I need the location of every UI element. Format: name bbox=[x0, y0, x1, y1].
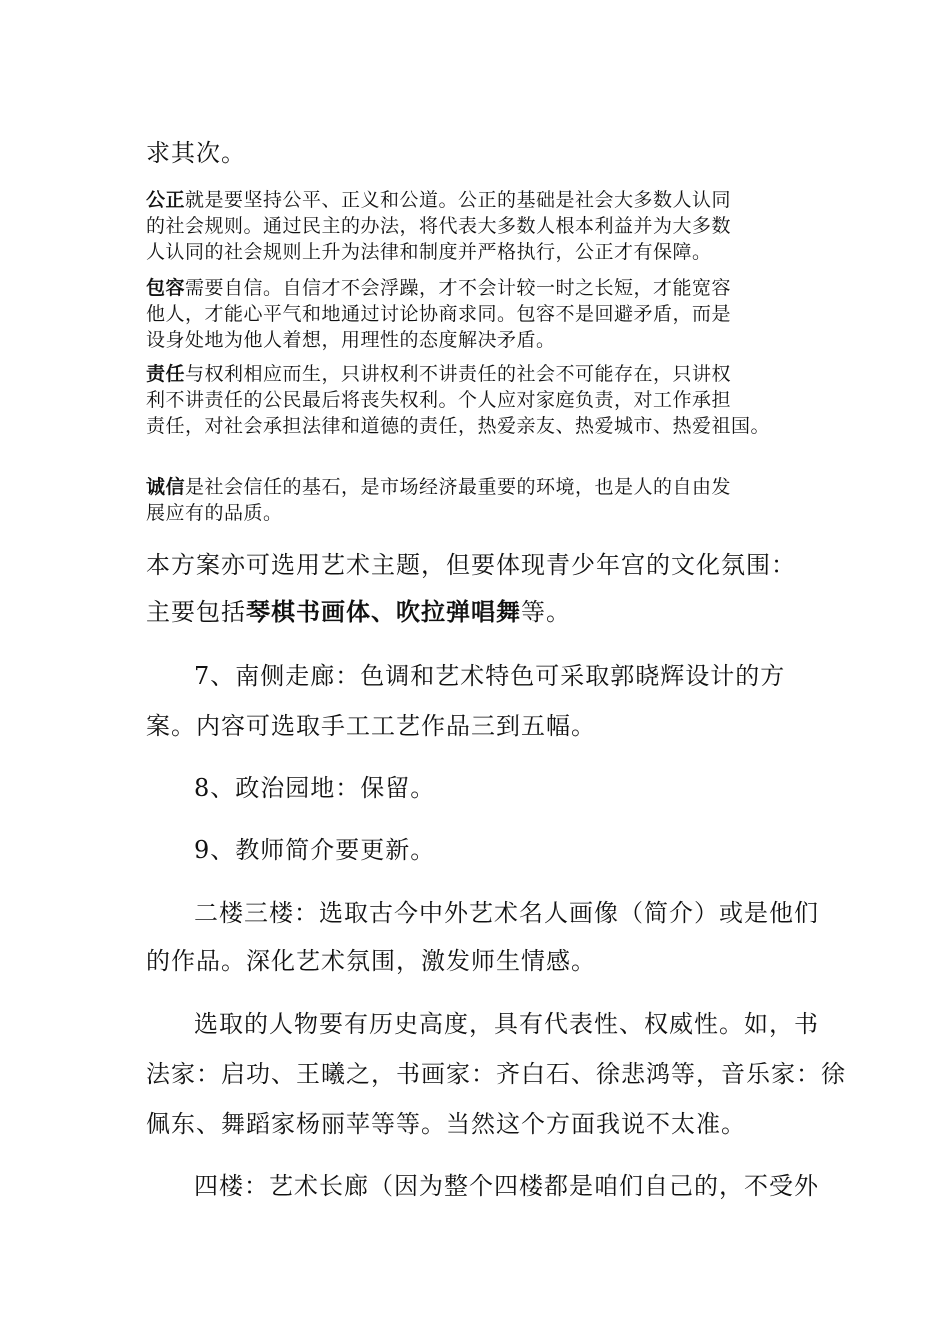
text-line: 四楼：艺术长廊（因为整个四楼都是咱们自己的，不受外 bbox=[194, 1172, 819, 1200]
text-line: 与权利相应而生，只讲权利不讲责任的社会不可能存在，只讲权 bbox=[185, 363, 732, 385]
text-line-art-themes bbox=[146, 592, 571, 627]
text-line: 的作品。深化艺术氛围，激发师生情感。 bbox=[146, 947, 596, 975]
text-line: 利不讲责任的公民最后将丧失权利。个人应对家庭负责，对工作承担 bbox=[146, 389, 732, 411]
paragraph-integrity bbox=[146, 472, 731, 499]
term-fairness: 公正 bbox=[146, 189, 186, 211]
text-line: 选取的人物要有历史高度，具有代表性、权威性。如，书 bbox=[194, 1010, 819, 1038]
paragraph-responsibility bbox=[146, 359, 731, 386]
text-line: 法家：启功、王曦之，书画家：齐白石、徐悲鸿等，音乐家：徐 bbox=[146, 1060, 846, 1088]
list-item-7: 7、南侧走廊：色调和艺术特色可采取郭晓辉设计的方 bbox=[194, 662, 786, 690]
text-line: 就是要坚持公平、正义和公道。公正的基础是社会大多数人认同 bbox=[185, 189, 732, 211]
term-tolerance: 包容 bbox=[146, 277, 186, 299]
text-span: 等。 bbox=[521, 598, 571, 626]
term-responsibility: 责任 bbox=[146, 363, 186, 385]
text-line: 人认同的社会规则上升为法律和制度并严格执行，公正才有保障。 bbox=[146, 241, 712, 263]
text-line: 展应有的品质。 bbox=[146, 502, 283, 524]
art-themes-bold: 琴棋书画体、吹拉弹唱舞 bbox=[246, 597, 521, 626]
list-item-9: 9、教师简介要更新。 bbox=[194, 836, 436, 864]
text-line: 案。内容可选取手工工艺作品三到五幅。 bbox=[146, 712, 596, 740]
text-line: 他人，才能心平气和地通过讨论协商求同。包容不是回避矛盾，而是 bbox=[146, 303, 732, 325]
text-line: 需要自信。自信才不会浮躁，才不会计较一时之长短，才能宽容 bbox=[185, 277, 732, 299]
text-line: 设身处地为他人着想，用理性的态度解决矛盾。 bbox=[146, 329, 556, 351]
text-line: 的社会规则。通过民主的办法，将代表大多数人根本利益并为大多数 bbox=[146, 215, 732, 237]
text-line: 二楼三楼：选取古今中外艺术名人画像（简介）或是他们 bbox=[194, 899, 819, 927]
paragraph-tolerance bbox=[146, 273, 731, 300]
text-line: 是社会信任的基石，是市场经济最重要的环境，也是人的自由发 bbox=[185, 476, 732, 498]
paragraph-fairness bbox=[146, 185, 731, 212]
text-span: 主要包括 bbox=[146, 598, 246, 626]
text-line: 佩东、舞蹈家杨丽苹等等。当然这个方面我说不太准。 bbox=[146, 1110, 746, 1138]
text-line: 责任，对社会承担法律和道德的责任，热爱亲友、热爱城市、热爱祖国。 bbox=[146, 415, 771, 437]
text-line: 求其次。 bbox=[146, 139, 246, 167]
text-line: 本方案亦可选用艺术主题，但要体现青少年宫的文化氛围： bbox=[146, 551, 796, 579]
term-integrity: 诚信 bbox=[146, 476, 186, 498]
list-item-8: 8、政治园地：保留。 bbox=[194, 774, 436, 802]
